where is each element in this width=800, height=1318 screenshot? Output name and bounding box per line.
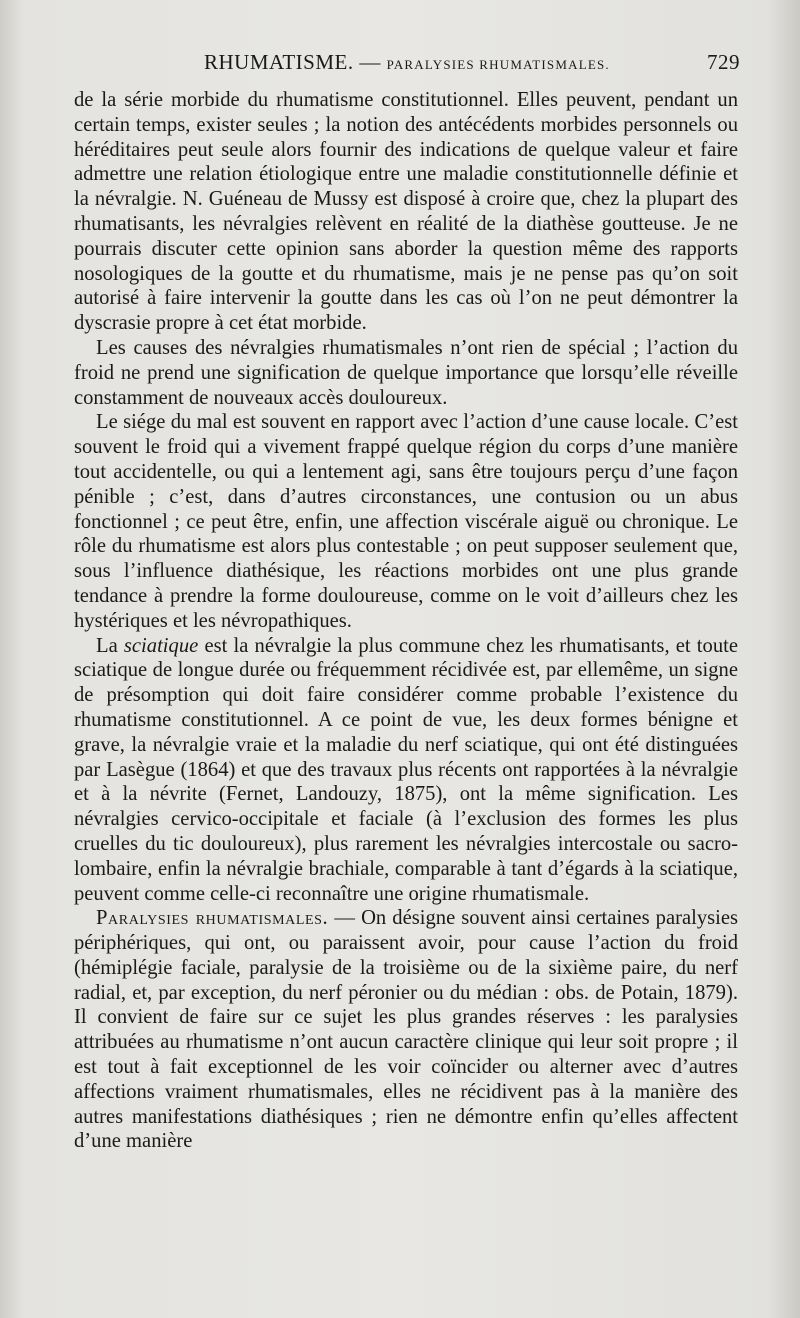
body-text <box>74 88 738 1154</box>
running-header <box>74 44 740 84</box>
page-number: 729 <box>707 50 740 74</box>
running-title-sub: PARALYSIES RHUMATISMALES. <box>386 57 610 72</box>
running-title-main: RHUMATISME. <box>204 50 354 74</box>
paragraph-siege: Le siége du mal est souvent en rapport avec l’action d’une cause locale. C’est souvent le froid qui a vivement frappé quelque région du corps d’une manière tout accidentelle, ou qui a lentement agi, sans être toujours perçu d’une façon pénible ; c’est, dans d’autres circonstances, une contusion ou un abus fonctionnel ; ce peut être, enfin, une affection viscérale aiguë ou chronique. Le rôle du rhumatisme est alors plus contestable ; on peut supposer seulement que, sous l’influence diathésique, les réactions morbides ont une plus grande tendance à prendre la forme douloureuse, comme on le voit d’ailleurs chez les hystériques et les névropathiques. <box>74 411 738 632</box>
running-title <box>204 50 610 75</box>
sciatique-body: est la névralgie la plus commune chez les rhumatisants, et toute sciatique de longue durée ou fréquemment récidivée est, par ellemême, un signe de présomption qui doit faire considérer comme probable l’existence du rhumatisme constitutionnel. A ce point de vue, les deux formes bénigne et grave, la névralgie vraie et la maladie du nerf sciatique, qui ont été distinguées par Lasègue (1864) et que des travaux plus récents ont rapportées à la névralgie et à la névrite (Fernet, Landouzy, 1875), ont la même signification. Les névralgies cervico-occipitale et faciale (à l’exclusion des formes les plus cruelles du tic douloureux), plus rarement les névralgies intercostale ou sacro-lombaire, enfin la névralgie brachiale, comparable à tant d’égards à la sciatique, peuvent comme celle-ci reconnaître une origine rhumatismale. <box>74 634 738 905</box>
section-heading-paralysies: Paralysies rhumatismales. <box>96 907 329 930</box>
sciatique-term: sciatique <box>123 634 199 657</box>
sciatique-lead: La <box>96 634 124 657</box>
paragraph-causes: Les causes des névralgies rhumatismales n’ont rien de spécial ; l’action du froid ne prend une signification de quelque importance que lorsqu’elle réveille constamment de nouveaux accès douloureux. <box>74 336 738 409</box>
paragraph-sciatique <box>74 634 738 907</box>
paragraph-paralysies <box>74 906 738 1154</box>
paralysies-body: — On désigne souvent ainsi certaines paralysies périphériques, qui ont, ou paraissent avoir, pour cause l’action du froid (hémiplégie faciale, paralysie de la troisième ou de la sixième paire, du nerf radial, et, par exception, du nerf péronier ou du médian : obs. de Potain, 1879). Il convient de faire sur ce sujet les plus grandes réserves : les paralysies attribuées au rhumatisme n’ont aucun caractère clinique qui leur soit propre ; il est tout à fait exceptionnel de les voir coïncider ou alterner avec d’autres affections vraiment rhumatismales, elles ne récidivent pas à la manière des autres manifestations diathésiques ; rien ne démontre enfin qu’elles affectent d’une manière <box>74 907 739 1153</box>
running-title-dash: — <box>359 50 381 74</box>
paragraph-continuation: de la série morbide du rhumatisme constitutionnel. Elles peuvent, pendant un certain temps, exister seules ; la notion des antécédents morbides personnels ou héréditaires peut seule alors fournir des indications de quelque valeur et faire admettre une relation étiologique entre une maladie constitutionnelle définie et la névralgie. N. Guéneau de Mussy est disposé à croire que, chez la plupart des rhumatisants, les névralgies relèvent en réalité de la diathèse goutteuse. Je ne pourrais discuter cette opinion sans aborder la question même des rapports nosologiques de la goutte et du rhumatisme, mais je ne pense pas qu’on soit autorisé à faire intervenir la goutte dans les cas où l’on ne peut démontrer la dyscrasie propre à cet état morbide. <box>74 89 738 335</box>
